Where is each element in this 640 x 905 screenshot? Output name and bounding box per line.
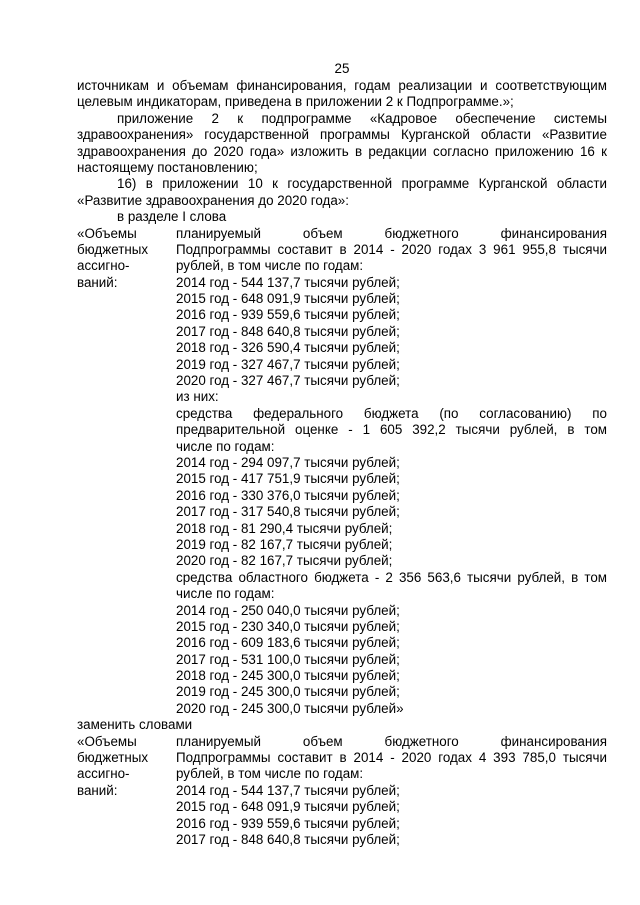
block1-heading-line-2: Подпрограммы составит в 2014 - 2020 годах 3 961 955,8 тысячи [176, 241, 607, 257]
block1-regional-year-line: 2017 год - 531 100,0 тысячи рублей; [176, 651, 400, 667]
block1-heading-line-1: планируемый объем бюджетного финансирования [176, 225, 607, 241]
intro-line-1: источникам и объемам финансирования, годам реализации и соответствующим [77, 78, 607, 93]
new-wording-block [77, 734, 607, 849]
block1-year-line: 2014 год - 544 137,7 тысячи рублей; [176, 274, 400, 290]
block1-regional-line-2: числе по годам: [176, 586, 275, 602]
left-label-line: бюджетных [77, 241, 149, 257]
block1-federal-line-1: средства федерального бюджета (по согласованию) по [176, 405, 607, 421]
block1-regional-year-line: 2019 год - 245 300,0 тысячи рублей; [176, 684, 400, 700]
original-wording-block [77, 226, 607, 718]
block1-federal-year-line: 2015 год - 417 751,9 тысячи рублей; [176, 471, 400, 487]
intro-line-2: целевым индикаторам, приведена в приложении 2 к Подпрограмме.»; [77, 94, 514, 110]
left-label-line: ваний: [77, 274, 118, 290]
block1-regional-year-line: 2014 год - 250 040,0 тысячи рублей; [176, 602, 400, 618]
block2-heading-line-3: рублей, в том числе по годам: [176, 766, 364, 782]
paragraph-2-line-4: настоящему постановлению; [77, 159, 258, 175]
block1-federal-year-line: 2014 год - 294 097,7 тысячи рублей; [176, 454, 400, 470]
paragraph-2-line-2: здравоохранения» государственной программы Курганской области «Развитие [77, 127, 607, 143]
left-label-line: «Объемы [77, 733, 137, 749]
block1-federal-line-2: предварительной оценке - 1 605 392,2 тысячи рублей, в том [176, 422, 607, 438]
document-page [77, 60, 607, 848]
section-line: в разделе I слова [117, 209, 227, 225]
block1-year-line: 2019 год - 327 467,7 тысячи рублей; [176, 356, 400, 372]
block1-regional-year-line: 2016 год - 609 183,6 тысячи рублей; [176, 635, 400, 651]
block1-federal-year-line: 2019 год - 82 167,7 тысячи рублей; [176, 536, 393, 552]
left-label-line: ассигно- [77, 766, 130, 782]
block1-regional-year-line: 2018 год - 245 300,0 тысячи рублей; [176, 668, 400, 684]
block1-federal-year-line: 2016 год - 330 376,0 тысячи рублей; [176, 487, 400, 503]
replace-line: заменить словами [77, 717, 193, 733]
left-label-line: ассигно- [77, 258, 130, 274]
paragraph-3-line-1: 16) в приложении 10 к государственной программе Курганской области [117, 176, 607, 192]
left-label-line: бюджетных [77, 750, 149, 766]
block1-regional-year-line: 2015 год - 230 340,0 тысячи рублей; [176, 618, 400, 634]
block1-regional-line-1: средства областного бюджета - 2 356 563,6 тысячи рублей, в том [176, 569, 607, 585]
block1-federal-year-line: 2020 год - 82 167,7 тысячи рублей; [176, 553, 393, 569]
left-label-line: ваний: [77, 782, 118, 798]
block1-regional-year-line: 2020 год - 245 300,0 тысячи рублей» [176, 700, 404, 716]
block1-federal-year-line: 2017 год - 317 540,8 тысячи рублей; [176, 504, 400, 520]
left-label-line: «Объемы [77, 225, 137, 241]
block2-year-line: 2017 год - 848 640,8 тысячи рублей; [176, 831, 400, 847]
block2-heading-line-1: планируемый объем бюджетного финансирования [176, 733, 607, 749]
paragraph-2-line-1: приложение 2 к подпрограмме «Кадровое обеспечение системы [117, 110, 607, 126]
paragraph-2-line-3: здравоохранения до 2020 года» изложить в редакции согласно приложению 16 к [77, 143, 607, 159]
block1-federal-line-3: числе по годам: [176, 438, 275, 454]
block1-year-line: 2020 год - 327 467,7 тысячи рублей; [176, 373, 400, 389]
block1-of-them: из них: [176, 389, 219, 405]
block1-year-line: 2015 год - 648 091,9 тысячи рублей; [176, 291, 400, 307]
block1-year-line: 2016 год - 939 559,6 тысячи рублей; [176, 307, 400, 323]
block2-year-line: 2015 год - 648 091,9 тысячи рублей; [176, 799, 400, 815]
paragraph-3-line-2: «Развитие здравоохранения до 2020 года»: [77, 192, 349, 208]
block2-year-line: 2014 год - 544 137,7 тысячи рублей; [176, 782, 400, 798]
block1-year-line: 2018 год - 326 590,4 тысячи рублей; [176, 340, 400, 356]
block2-heading-line-2: Подпрограммы составит в 2014 - 2020 годах 4 393 785,0 тысячи [176, 750, 607, 766]
page-number: 25 [334, 61, 350, 76]
block2-year-line: 2016 год - 939 559,6 тысячи рублей; [176, 815, 400, 831]
block1-year-line: 2017 год - 848 640,8 тысячи рублей; [176, 323, 400, 339]
block1-federal-year-line: 2018 год - 81 290,4 тысячи рублей; [176, 520, 393, 536]
block1-heading-line-3: рублей, в том числе по годам: [176, 258, 364, 274]
